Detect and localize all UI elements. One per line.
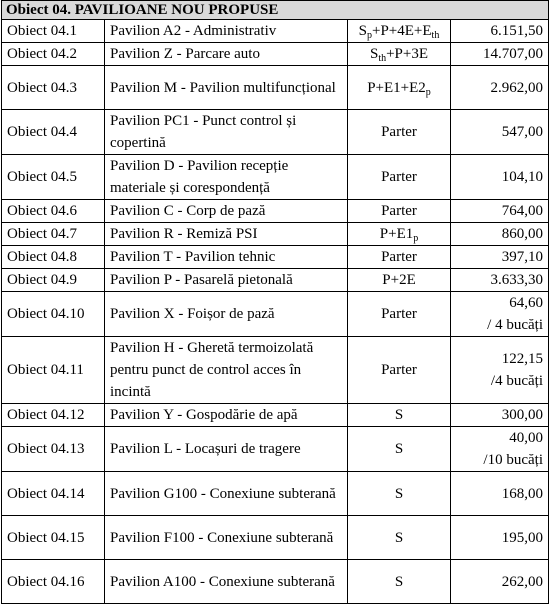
object-code-cell: Obiect 04.6 bbox=[2, 200, 105, 223]
area-value: 40,00 bbox=[509, 430, 543, 446]
levels-text: Parter bbox=[381, 124, 417, 140]
table-row bbox=[2, 246, 549, 269]
pavilion-name-cell: Pavilion G100 - Conexiune subterană bbox=[105, 472, 348, 516]
area-cell bbox=[451, 292, 549, 337]
area-cell bbox=[451, 66, 549, 110]
area-value: 262,00 bbox=[501, 573, 543, 590]
levels-text: S bbox=[394, 573, 404, 590]
levels-text: Parter bbox=[381, 362, 417, 378]
pavilion-name-cell: Pavilion C - Corp de pază bbox=[105, 200, 348, 223]
levels-text: +P+4E+E bbox=[372, 23, 432, 39]
levels-cell bbox=[348, 516, 451, 560]
levels-subscript: p bbox=[413, 233, 419, 244]
table-row bbox=[2, 20, 549, 43]
table-row bbox=[2, 269, 549, 292]
table-row bbox=[2, 200, 549, 223]
levels-text: Parter bbox=[381, 306, 417, 322]
area-cell bbox=[451, 472, 549, 516]
levels-cell bbox=[348, 246, 451, 269]
levels-cell bbox=[348, 337, 451, 404]
levels-subscript: th bbox=[431, 30, 440, 41]
pavilion-name-cell: Pavilion L - Locașuri de tragere bbox=[105, 427, 348, 472]
levels-cell bbox=[348, 20, 451, 43]
table-row bbox=[2, 337, 549, 404]
area-cell bbox=[451, 223, 549, 246]
levels-cell bbox=[348, 292, 451, 337]
area-value: 6.151,50 bbox=[490, 23, 543, 39]
area-value: 64,60 bbox=[509, 295, 543, 311]
object-code-cell: Obiect 04.16 bbox=[2, 560, 105, 604]
area-cell bbox=[451, 200, 549, 223]
levels-cell bbox=[348, 560, 451, 604]
levels-cell bbox=[348, 43, 451, 66]
levels-text: S bbox=[394, 529, 404, 546]
levels-cell bbox=[348, 472, 451, 516]
pavilion-name-cell: Pavilion A2 - Administrativ bbox=[105, 20, 348, 43]
table-header-row bbox=[2, 1, 549, 20]
area-value: 3.633,30 bbox=[490, 272, 543, 288]
table-row bbox=[2, 66, 549, 110]
area-units-note: / 4 bucăți bbox=[487, 317, 543, 333]
object-code-cell: Obiect 04.8 bbox=[2, 246, 105, 269]
object-code-cell: Obiect 04.14 bbox=[2, 472, 105, 516]
area-value: 547,00 bbox=[501, 124, 543, 140]
area-cell bbox=[451, 20, 549, 43]
table-row bbox=[2, 472, 549, 516]
levels-cell bbox=[348, 223, 451, 246]
levels-text: Parter bbox=[381, 249, 417, 265]
object-code-cell: Obiect 04.13 bbox=[2, 427, 105, 472]
levels-text: S bbox=[394, 407, 404, 423]
object-code-cell: Obiect 04.5 bbox=[2, 155, 105, 200]
pavilion-name-cell: Pavilion H - Gheretă termoizolată pentru punct de control acces în incintă bbox=[105, 337, 348, 404]
pavilion-name-cell: Pavilion X - Foișor de pază bbox=[105, 292, 348, 337]
levels-cell bbox=[348, 200, 451, 223]
table-row bbox=[2, 155, 549, 200]
levels-subscript: p bbox=[367, 30, 372, 41]
table-row bbox=[2, 43, 549, 66]
pavilion-name-cell: Pavilion P - Pasarelă pietonală bbox=[105, 269, 348, 292]
area-value: 195,00 bbox=[501, 529, 543, 546]
object-code-cell: Obiect 04.15 bbox=[2, 516, 105, 560]
levels-text: S bbox=[358, 23, 367, 39]
pavilion-name-cell: Pavilion A100 - Conexiune subterană bbox=[105, 560, 348, 604]
object-code-cell: Obiect 04.7 bbox=[2, 223, 105, 246]
document-page bbox=[1, 0, 549, 604]
area-cell bbox=[451, 337, 549, 404]
levels-text: +P+3E bbox=[386, 46, 429, 62]
pavilion-name-cell: Pavilion Y - Gospodărie de apă bbox=[105, 404, 348, 427]
object-code-cell: Obiect 04.2 bbox=[2, 43, 105, 66]
table-row bbox=[2, 427, 549, 472]
levels-cell bbox=[348, 427, 451, 472]
area-cell bbox=[451, 110, 549, 155]
pavilion-name-cell: Pavilion D - Pavilion recepție materiale și corespondență bbox=[105, 155, 348, 200]
object-code-cell: Obiect 04.10 bbox=[2, 292, 105, 337]
area-units-note: /10 bucăți bbox=[483, 452, 543, 468]
pavilions-table bbox=[1, 0, 549, 604]
area-value: 14.707,00 bbox=[483, 46, 543, 62]
area-value: 397,10 bbox=[501, 249, 543, 265]
levels-text: S bbox=[394, 441, 404, 457]
area-cell bbox=[451, 560, 549, 604]
levels-text: S bbox=[369, 46, 379, 62]
levels-subscript: p bbox=[425, 86, 431, 98]
pavilion-name-cell: Pavilion Z - Parcare auto bbox=[105, 43, 348, 66]
area-cell bbox=[451, 43, 549, 66]
area-cell bbox=[451, 269, 549, 292]
table-row bbox=[2, 110, 549, 155]
table-row bbox=[2, 223, 549, 246]
area-value: 104,10 bbox=[501, 169, 543, 185]
pavilion-name-cell: Pavilion T - Pavilion tehnic bbox=[105, 246, 348, 269]
area-cell bbox=[451, 516, 549, 560]
area-cell bbox=[451, 427, 549, 472]
area-value: 300,00 bbox=[501, 407, 543, 423]
levels-text: Parter bbox=[381, 169, 417, 185]
levels-text: P+E1+E2 bbox=[367, 79, 426, 96]
pavilion-name-cell: Pavilion M - Pavilion multifuncțional bbox=[105, 66, 348, 110]
object-code-cell: Obiect 04.1 bbox=[2, 20, 105, 43]
table-header: Obiect 04. PAVILIOANE NOU PROPUSE bbox=[2, 1, 549, 20]
pavilion-name-cell: Pavilion R - Remiză PSI bbox=[105, 223, 348, 246]
area-value: 860,00 bbox=[501, 226, 543, 242]
levels-cell bbox=[348, 269, 451, 292]
area-units-note: /4 bucăți bbox=[490, 373, 543, 389]
object-code-cell: Obiect 04.9 bbox=[2, 269, 105, 292]
object-code-cell: Obiect 04.11 bbox=[2, 337, 105, 404]
area-cell bbox=[451, 155, 549, 200]
pavilion-name-cell: Pavilion PC1 - Punct control și copertină bbox=[105, 110, 348, 155]
object-code-cell: Obiect 04.3 bbox=[2, 66, 105, 110]
table-row bbox=[2, 516, 549, 560]
levels-text: P+2E bbox=[382, 272, 416, 288]
table-row bbox=[2, 560, 549, 604]
table-row bbox=[2, 404, 549, 427]
object-code-cell: Obiect 04.12 bbox=[2, 404, 105, 427]
object-code-cell: Obiect 04.4 bbox=[2, 110, 105, 155]
table-row bbox=[2, 292, 549, 337]
area-value: 2.962,00 bbox=[490, 79, 543, 96]
area-cell bbox=[451, 404, 549, 427]
area-value: 764,00 bbox=[501, 203, 543, 219]
pavilion-name-cell: Pavilion F100 - Conexiune subterană bbox=[105, 516, 348, 560]
levels-text: S bbox=[394, 485, 404, 502]
levels-text: P+E1 bbox=[379, 226, 414, 242]
levels-text: Parter bbox=[381, 203, 417, 219]
area-cell bbox=[451, 246, 549, 269]
levels-subscript: th bbox=[378, 53, 387, 64]
levels-cell bbox=[348, 155, 451, 200]
levels-cell bbox=[348, 404, 451, 427]
area-value: 168,00 bbox=[501, 485, 543, 502]
levels-cell bbox=[348, 110, 451, 155]
levels-cell bbox=[348, 66, 451, 110]
area-value: 122,15 bbox=[501, 351, 543, 367]
